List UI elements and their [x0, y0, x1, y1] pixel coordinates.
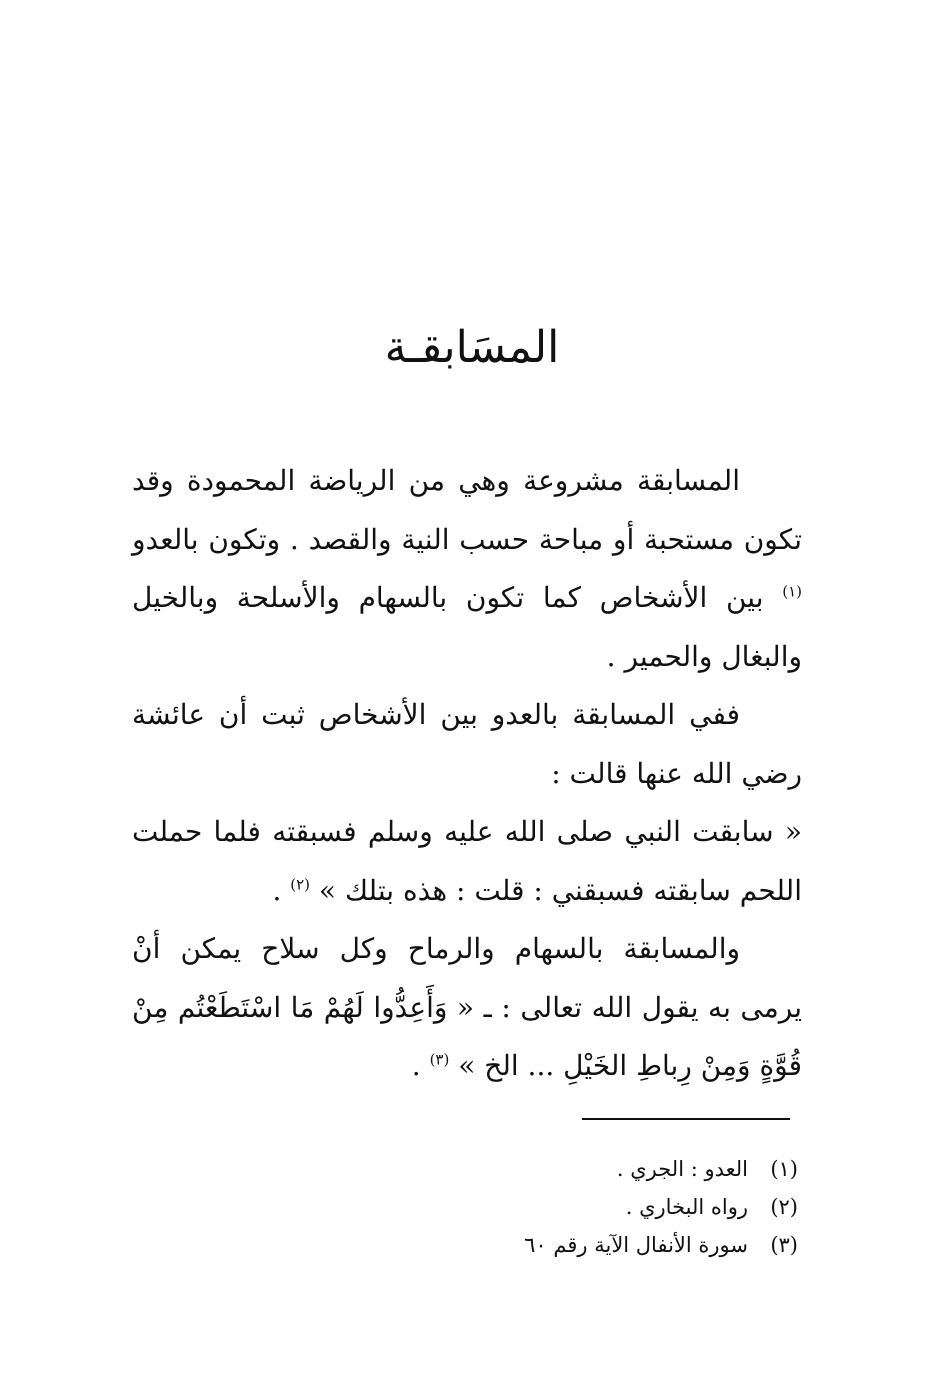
footnote-number: (٣) [770, 1233, 798, 1257]
footnote-text: رواه البخاري . [625, 1195, 748, 1219]
footnote-item [198, 1150, 798, 1188]
footnote-item [198, 1226, 798, 1264]
footnote-separator [582, 1118, 790, 1120]
footnotes [198, 1150, 798, 1264]
footnote-ref-3: (٣) [429, 1050, 450, 1069]
paragraph-1-text-b: بين الأشخاص كما تكون بالسهام والأسلحة وبالخيل والبغال والحمير . [132, 581, 802, 673]
footnote-ref-2: (٢) [290, 875, 311, 894]
paragraph-4 [132, 920, 802, 1096]
paragraph-4-text-b: . [411, 1049, 430, 1082]
paragraph-3-text-b: . [272, 873, 291, 907]
footnote-number: (١) [770, 1157, 798, 1181]
paragraph-2 [132, 686, 802, 803]
footnote-text: سورة الأنفال الآية رقم ٦٠ [524, 1233, 748, 1257]
footnote-ref-1: (١) [782, 582, 802, 601]
paragraph-2-text: ففي المسابقة بالعدو بين الأشخاص ثبت أن عائشة رضي الله عنها قالت : [132, 698, 802, 790]
page-title: المسَابقـة [384, 322, 560, 373]
paragraph-3 [132, 803, 802, 920]
footnote-text: العدو : الجري . [616, 1157, 748, 1181]
paragraph-1-text-a: المسابقة مشروعة وهي من الرياضة المحمودة وقد تكون مستحبة أو مباحة حسب النية والقصد . وتكون بالعدو [132, 464, 802, 556]
paragraph-3-text-a: « سابقت النبي صلى الله عليه وسلم فسبقته فلما حملت اللحم سابقته فسبقني : قلت : هذه بتلك » [132, 815, 803, 907]
paragraph-1 [132, 452, 802, 686]
footnote-item [198, 1188, 798, 1226]
paragraph-4-text-a: والمسابقة بالسهام والرماح وكل سلاح يمكن أنْ يرمى به يقول الله تعالى : ـ « وَأَعِدُّوا لَهُمْ مَا اسْتَطَعْتُم مِنْ قُوَّةٍ وَمِنْ رِباطِ الخَيْلِ ... الخ » [132, 932, 802, 1082]
footnote-number: (٢) [770, 1195, 798, 1219]
body-text [132, 452, 802, 1096]
